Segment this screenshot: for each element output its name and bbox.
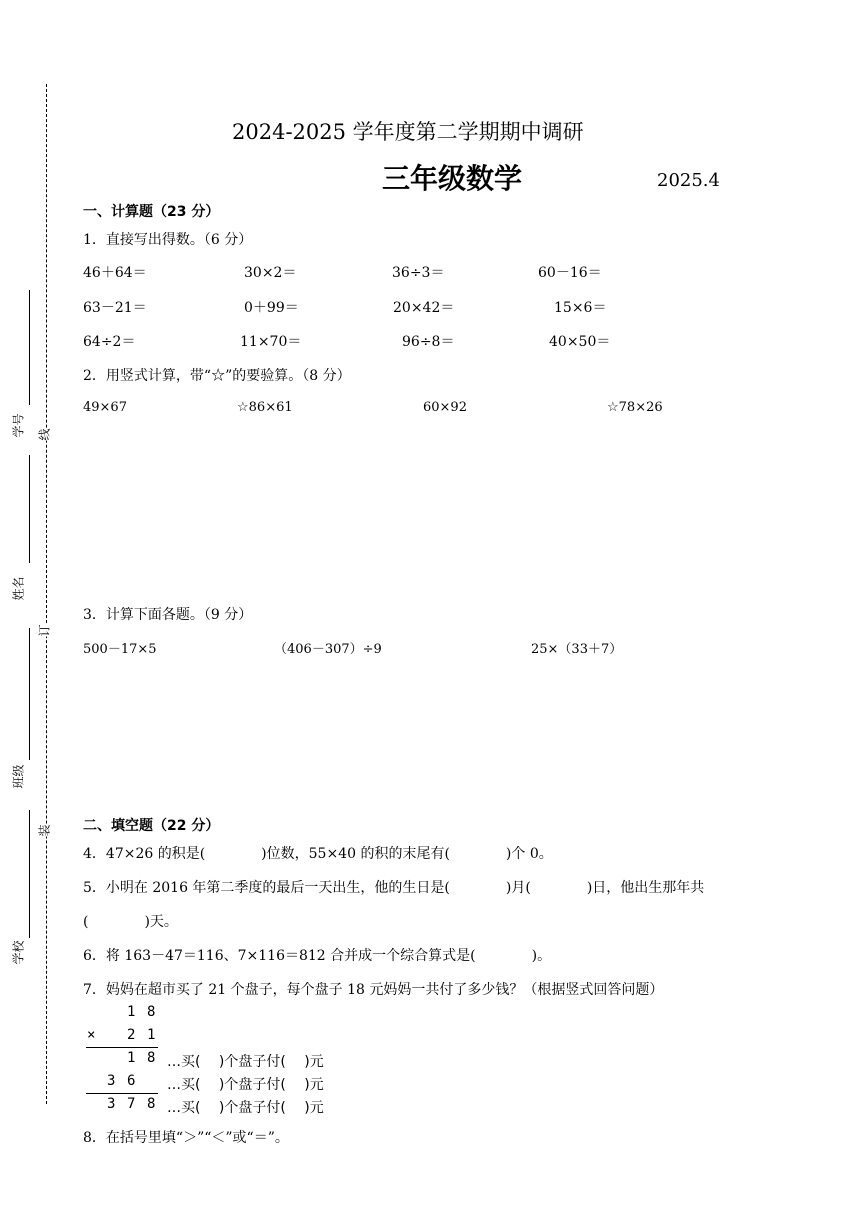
school-underline <box>29 810 30 938</box>
q1-item: 64÷2＝ <box>83 334 136 350</box>
q3-label: 3．计算下面各题。（9 分） <box>83 607 253 623</box>
exam-subtitle: 三年级数学 <box>382 162 523 195</box>
vm-digit: 6 <box>127 1073 136 1089</box>
q1-item: 11×70＝ <box>240 334 302 350</box>
q2-item: 49×67 <box>83 400 127 415</box>
school-label: 学校 <box>11 940 26 965</box>
q1-item: 20×42＝ <box>393 300 455 316</box>
vm-digit: 3 <box>107 1073 116 1089</box>
cut-mark-bind: 订 <box>37 624 52 637</box>
vm-digit: 2 <box>127 1027 136 1043</box>
vm-digit: 7 <box>127 1096 136 1112</box>
student-id-underline <box>29 290 30 405</box>
q2-label: 2．用竖式计算，带“☆”的要验算。（8 分） <box>83 368 351 384</box>
q2-item: ☆86×61 <box>237 400 293 415</box>
vm-digit: 8 <box>147 1004 156 1020</box>
q1-item: 40×50＝ <box>549 334 611 350</box>
q1-label: 1．直接写出得数。（6 分） <box>83 232 253 248</box>
q6-text: 6．将 163－47＝116、7×116＝812 合并成一个综合算式是( )。 <box>83 948 552 964</box>
q3-item: 25×（33＋7） <box>531 642 623 657</box>
q5-text-line1: 5．小明在 2016 年第二季度的最后一天出生，他的生日是( )月( )日，他出生那年共 <box>83 880 705 896</box>
q1-item: 30×2＝ <box>244 265 297 281</box>
q1-item: 60－16＝ <box>538 265 602 281</box>
q7-note: …买( )个盘子付( )元 <box>167 1100 324 1116</box>
cut-mark-line: 线 <box>37 428 52 441</box>
q8-text: 8．在括号里填“＞”“＜”或“＝”。 <box>83 1130 289 1146</box>
section1-heading: 一、计算题（23 分） <box>83 204 220 220</box>
vm-times-sign: × <box>87 1027 96 1043</box>
exam-title: 2024-2025 学年度第二学期期中调研 <box>232 120 584 144</box>
q7-note: …买( )个盘子付( )元 <box>167 1077 324 1093</box>
q1-item: 36÷3＝ <box>392 265 445 281</box>
q1-item: 15×6＝ <box>554 300 607 316</box>
q2-item: ☆78×26 <box>607 400 663 415</box>
exam-date: 2025.4 <box>657 170 720 191</box>
vm-digit: 1 <box>127 1050 136 1066</box>
binding-dashed-line <box>46 84 47 1104</box>
vm-digit: 1 <box>147 1027 156 1043</box>
q1-item: 0＋99＝ <box>244 300 299 316</box>
q5-text-line2: ( )天。 <box>83 914 178 930</box>
vm-rule <box>86 1047 158 1048</box>
q1-item: 96÷8＝ <box>402 334 455 350</box>
q3-item: 500－17×5 <box>83 642 157 657</box>
class-label: 班级 <box>11 764 26 789</box>
vm-rule <box>86 1093 158 1094</box>
name-underline <box>29 455 30 563</box>
q1-item: 46＋64＝ <box>83 265 147 281</box>
name-label: 姓名 <box>11 576 26 601</box>
q7-label: 7．妈妈在超市买了 21 个盘子，每个盘子 18 元妈妈一共付了多少钱？（根据竖式回答问题） <box>83 982 664 998</box>
vm-digit: 8 <box>147 1096 156 1112</box>
vm-digit: 1 <box>127 1004 136 1020</box>
q4-text: 4．47×26 的积是( )位数，55×40 的积的末尾有( )个 0。 <box>83 846 553 862</box>
section2-heading: 二、填空题（22 分） <box>83 818 220 834</box>
q7-note: …买( )个盘子付( )元 <box>167 1054 324 1070</box>
cut-mark-staple: 装 <box>37 824 52 837</box>
q3-item: （406－307）÷9 <box>274 642 382 657</box>
class-underline <box>29 628 30 760</box>
q2-item: 60×92 <box>423 400 467 415</box>
vm-digit: 8 <box>147 1050 156 1066</box>
vm-digit: 3 <box>107 1096 116 1112</box>
q1-item: 63－21＝ <box>83 300 147 316</box>
student-id-label: 学号 <box>11 413 26 438</box>
